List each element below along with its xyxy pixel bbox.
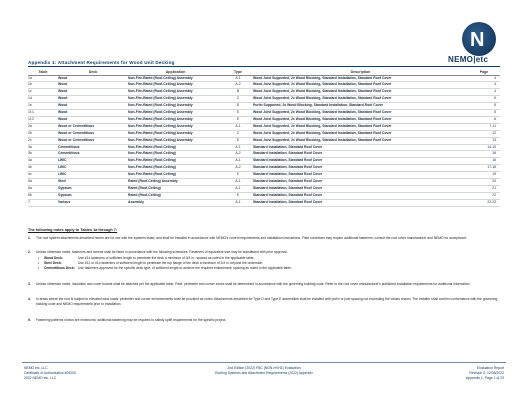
cell-deck: Wood: [58, 110, 128, 117]
note-4: [28, 297, 498, 306]
cell-table: 6a: [28, 186, 58, 193]
cell-table: 7: [28, 199, 58, 206]
cell-description: Wood Joist Supported, 2x Wood Blocking, Standard Installation, Standard Roof Cover: [253, 116, 468, 123]
cell-table: 1c: [28, 89, 58, 96]
note-text: Unless otherwise noted, insulation and cover boards shall be attached per the applicable table. Field, perimeter and corner zones shall be determined in accordance with the governing building code. Refer to the roof cover manufacturer's published installation requirements for additional information.: [36, 282, 471, 286]
table-row: [28, 179, 500, 186]
note-2-sub-steel: [38, 261, 498, 266]
footer-subject: Roofing Systems and Attachment Requirements (2022) Appendix: [215, 371, 313, 375]
cell-page: 5: [468, 103, 500, 110]
cell-table: 2c: [28, 137, 58, 144]
cell-deck: Various: [58, 199, 128, 206]
cell-description: Purlin Supported, 2x Wood Blocking, Standard Installation, Standard Roof Cover: [253, 103, 468, 110]
attachment-requirements-table: [28, 69, 500, 207]
cell-description: Wood Joist Supported, 2x Wood Blocking, Standard Installation, Standard Roof Cover: [253, 137, 468, 144]
logo-letter: N: [470, 29, 485, 51]
table-row: [28, 158, 500, 165]
cell-table: 4a: [28, 158, 58, 165]
note-number: 1.: [28, 236, 31, 240]
bullet-icon: •: [38, 266, 40, 270]
note-2-sub-wood: [38, 256, 498, 261]
cell-page: 22: [468, 192, 500, 199]
cell-application: Non-Fire-Rated (Roof-Ceiling): [128, 144, 223, 151]
cell-page: 4: [468, 75, 500, 82]
cell-application: Non-Fire-Rated (Roof-Ceiling): [128, 158, 223, 165]
sub-text: Use fasteners approved for the specific deck type, of sufficient length to achieve the required embedment; spacing as noted in the applicable table.: [78, 266, 292, 270]
table-row: [28, 130, 500, 137]
cell-description: Wood Joist Supported, 2x Wood Blocking, Standard Installation, Standard Roof Cover: [253, 110, 468, 117]
footer-revision: Revision 0, 12/08/2022: [469, 371, 504, 375]
cell-type: D: [223, 103, 253, 110]
table-row: [28, 144, 500, 151]
cell-application: Rated (Roof-Ceiling) Assembly: [128, 179, 223, 186]
col-header-description: Description: [253, 69, 468, 75]
note-text: Unless otherwise noted, fasteners and screws shall be listed in accordance with the following schedules. Fasteners of equivalent size may be substituted with prior approval.: [36, 250, 288, 254]
note-1: [28, 236, 498, 241]
cell-type: A-2: [223, 151, 253, 158]
cell-table: 2b: [28, 130, 58, 137]
table-row: [28, 186, 500, 193]
note-text: In areas where the roof is subject to elevated wind loads, perimeter and corner enhancements shall be provided as noted. Attachments described for Type D and Type E assemblies shall be installed with purlin or joist spacing not exceeding the values shown. The installer shall confirm conformance with the governing building code and NEMO requirements prior to installation.: [36, 297, 498, 306]
note-3: [28, 282, 498, 287]
cell-description: Standard Installation, Standard Roof Cover: [253, 186, 468, 193]
company-logo: [446, 22, 514, 64]
cell-description: Wood Joist Supported, 2x Wood Blocking, Standard Installation, Standard Roof Cover: [253, 89, 468, 96]
cell-deck: Wood: [58, 82, 128, 89]
col-header-deck: Deck: [58, 69, 128, 75]
cell-page: 6: [468, 116, 500, 123]
cell-description: Standard Installation, Standard Roof Cover: [253, 199, 468, 206]
note-text: Fastening patterns shown are minimums; additional fastening may be required to satisfy uplift requirements for the specific project.: [36, 318, 227, 322]
cell-type: A-1: [223, 123, 253, 130]
cell-deck: LWIC: [58, 165, 128, 172]
logo-text: NEMO|etc: [448, 55, 489, 64]
cell-application: Non-Fire-Rated (Roof-Ceiling) Assembly: [128, 75, 223, 82]
cell-type: A-1: [223, 75, 253, 82]
cell-description: Wood Joist Supported, 2x Wood Blocking, Standard Installation, Standard Roof Cover: [253, 82, 468, 89]
cell-description: Standard Installation, Standard Roof Cover: [253, 158, 468, 165]
cell-deck: Steel: [58, 179, 128, 186]
cell-application: Non-Fire-Rated (Roof-Ceiling) Assembly: [128, 123, 223, 130]
cell-table: 1b: [28, 82, 58, 89]
sub-label: Steel Deck:: [44, 261, 62, 265]
cell-type: B: [223, 89, 253, 96]
footer-left: [24, 366, 76, 381]
table-row: [28, 103, 500, 110]
cell-deck: Wood: [58, 96, 128, 103]
cell-table: 2a: [28, 123, 58, 130]
note-number: 5.: [28, 318, 31, 322]
cell-deck: Wood: [58, 103, 128, 110]
table-row: [28, 172, 500, 179]
cell-application: Rated (Roof-Ceiling): [128, 186, 223, 193]
cell-deck: Cementitious: [58, 144, 128, 151]
cell-page: 4: [468, 82, 500, 89]
table-row: [28, 116, 500, 123]
cell-page: 13: [468, 137, 500, 144]
cell-type: E: [223, 116, 253, 123]
cell-type: C: [223, 96, 253, 103]
cell-page: 21: [468, 186, 500, 193]
cell-table: 6b: [28, 192, 58, 199]
cell-table: 3b: [28, 151, 58, 158]
table-row: [28, 89, 500, 96]
table-row: [28, 165, 500, 172]
cell-table: 4c: [28, 172, 58, 179]
cell-deck: Wood or Cementitious: [58, 137, 128, 144]
cell-description: Standard Installation, Standard Roof Cover: [253, 192, 468, 199]
sub-text: Use #12 or #14 fasteners of sufficient length to penetrate the top flange of the deck a minimum of 3/4 in. beyond the underside.: [78, 261, 264, 265]
cell-type: E: [223, 110, 253, 117]
sub-text: Use #14 fasteners of sufficient length to penetrate the deck a minimum of 3/4 in.; spaced as noted in the applicable table.: [78, 256, 255, 260]
cell-table: 1a: [28, 75, 58, 82]
note-number: 3.: [28, 282, 31, 286]
col-header-page: Page: [468, 69, 500, 75]
cell-description: Wood Joist Supported, 2x Wood Blocking, Standard Installation, Standard Roof Cover: [253, 96, 468, 103]
table-row: [28, 137, 500, 144]
cell-deck: Gypsum: [58, 192, 128, 199]
cell-type: A-2: [223, 165, 253, 172]
cell-application: Non-Fire-Rated (Roof-Ceiling): [128, 165, 223, 172]
cell-page: 5: [468, 110, 500, 117]
cell-page: 22-23: [468, 199, 500, 206]
note-number: 2.: [28, 250, 31, 254]
cell-application: Assembly: [128, 199, 223, 206]
cell-application: Non-Fire-Rated (Roof-Ceiling) Assembly: [128, 130, 223, 137]
cell-table: 3a: [28, 144, 58, 151]
cell-application: Non-Fire-Rated (Roof-Ceiling): [128, 172, 223, 179]
cell-type: A-1: [223, 179, 253, 186]
cell-description: Standard Installation, Standard Roof Cover: [253, 165, 468, 172]
cell-application: Non-Fire-Rated (Roof-Ceiling) Assembly: [128, 96, 223, 103]
cell-page: 19: [468, 172, 500, 179]
cell-application: Non-Fire-Rated (Roof-Ceiling) Assembly: [128, 82, 223, 89]
cell-type: A-1: [223, 186, 253, 193]
col-header-application: Application: [128, 69, 223, 75]
sub-label: Cementitious Deck:: [44, 266, 75, 270]
cell-page: 4: [468, 89, 500, 96]
cell-application: Non-Fire-Rated (Roof-Ceiling) Assembly: [128, 137, 223, 144]
table-row: [28, 151, 500, 158]
cell-application: Non-Fire-Rated (Roof-Ceiling) Assembly: [128, 110, 223, 117]
note-2-sub-cementitious: [38, 266, 498, 271]
cell-type: A-1: [223, 199, 253, 206]
cell-deck: Wood: [58, 116, 128, 123]
sub-label: Wood Deck:: [44, 256, 63, 260]
cell-table: 5a: [28, 179, 58, 186]
cell-deck: LWIC: [58, 172, 128, 179]
cell-deck: Gypsum: [58, 186, 128, 193]
table-row: [28, 82, 500, 89]
table-row: [28, 192, 500, 199]
table-row: [28, 110, 500, 117]
cell-application: Non-Fire-Rated (Roof-Ceiling): [128, 151, 223, 158]
cell-description: Wood Joist Supported, 2x Wood Blocking, Standard Installation, Standard Roof Cover: [253, 123, 468, 130]
footer-certificate: Certificate of Authorization #00000: [24, 371, 76, 375]
cell-page: 16: [468, 151, 500, 158]
note-number: 4.: [28, 297, 31, 301]
cell-deck: Wood or Cementitious: [58, 123, 128, 130]
cell-table: 1f-1: [28, 110, 58, 117]
cell-page: 16: [468, 158, 500, 165]
cell-type: A-1: [223, 144, 253, 151]
table-row: [28, 96, 500, 103]
cell-page: 14-15: [468, 144, 500, 151]
footer-right: [466, 366, 504, 381]
cell-page: 7-11: [468, 123, 500, 130]
cell-description: Wood Joist Supported, 2x Wood Blocking, Standard Installation, Standard Roof Cover: [253, 75, 468, 82]
cell-type: E: [223, 137, 253, 144]
cell-deck: Wood or Cementitious: [58, 130, 128, 137]
footer-center: [172, 366, 356, 376]
note-2: [28, 250, 498, 255]
cell-application: Non-Fire-Rated (Roof-Ceiling) Assembly: [128, 116, 223, 123]
footer-report: Evaluation Report: [477, 366, 504, 370]
appendix-title: Appendix 1: Attachment Requirements for Wood Unit Decking: [28, 60, 500, 67]
cell-page: 5: [468, 96, 500, 103]
cell-page: 20: [468, 179, 500, 186]
footer-copyright: 2022 NEMO etc, LLC: [24, 376, 57, 380]
notes-heading: The following notes apply to Tables 1a through 7:: [28, 228, 118, 232]
cell-table: 1d: [28, 96, 58, 103]
note-text: The roof system attachments described herein are for use with the systems listed, and shall be installed in accordance with NEMO's current requirements and installation instructions. Field conditions may require additional fasteners; consult the roof cover manufacturer and NEMO for acceptance.: [36, 236, 468, 240]
page-footer: [22, 362, 506, 386]
cell-table: 1f-2: [28, 116, 58, 123]
col-header-table: Table: [28, 69, 58, 75]
footer-page-number: Appendix 1, Page 1 of 23: [465, 376, 504, 380]
cell-application: Non-Fire-Rated (Roof-Ceiling) Assembly: [128, 103, 223, 110]
cell-page: 12: [468, 130, 500, 137]
cell-table: 1e: [28, 103, 58, 110]
cell-type: E: [223, 192, 253, 199]
note-5: [28, 318, 498, 323]
table-row: [28, 123, 500, 130]
footer-company: NEMO etc, LLC: [24, 366, 48, 370]
cell-page: 17-18: [468, 165, 500, 172]
cell-type: E: [223, 172, 253, 179]
table-row: [28, 199, 500, 206]
cell-type: A-2: [223, 82, 253, 89]
bullet-icon: •: [38, 256, 40, 260]
cell-deck: Cementitious: [58, 151, 128, 158]
table-row: [28, 75, 500, 82]
cell-application: Rated (Roof-Ceiling): [128, 192, 223, 199]
cell-table: 4b: [28, 165, 58, 172]
cell-description: Standard Installation, Standard Roof Cover: [253, 151, 468, 158]
cell-deck: Wood: [58, 75, 128, 82]
col-header-type: Type: [223, 69, 253, 75]
cell-description: Wood Joist Supported, 2x Wood Blocking, Standard Installation, Standard Roof Cover: [253, 130, 468, 137]
cell-deck: LWIC: [58, 158, 128, 165]
cell-description: Standard Installation, Standard Roof Cover: [253, 172, 468, 179]
footer-edition: 2nd Edition (2022) FBC (NON-HVHZ) Evaluation: [227, 366, 301, 370]
cell-type: C: [223, 130, 253, 137]
cell-application: Non-Fire-Rated (Roof-Ceiling) Assembly: [128, 89, 223, 96]
cell-description: Standard Installation, Standard Roof Cover: [253, 179, 468, 186]
bullet-icon: •: [38, 261, 40, 265]
cell-description: Standard Installation, Standard Roof Cover: [253, 144, 468, 151]
cell-type: A-1: [223, 158, 253, 165]
cell-deck: Wood: [58, 89, 128, 96]
